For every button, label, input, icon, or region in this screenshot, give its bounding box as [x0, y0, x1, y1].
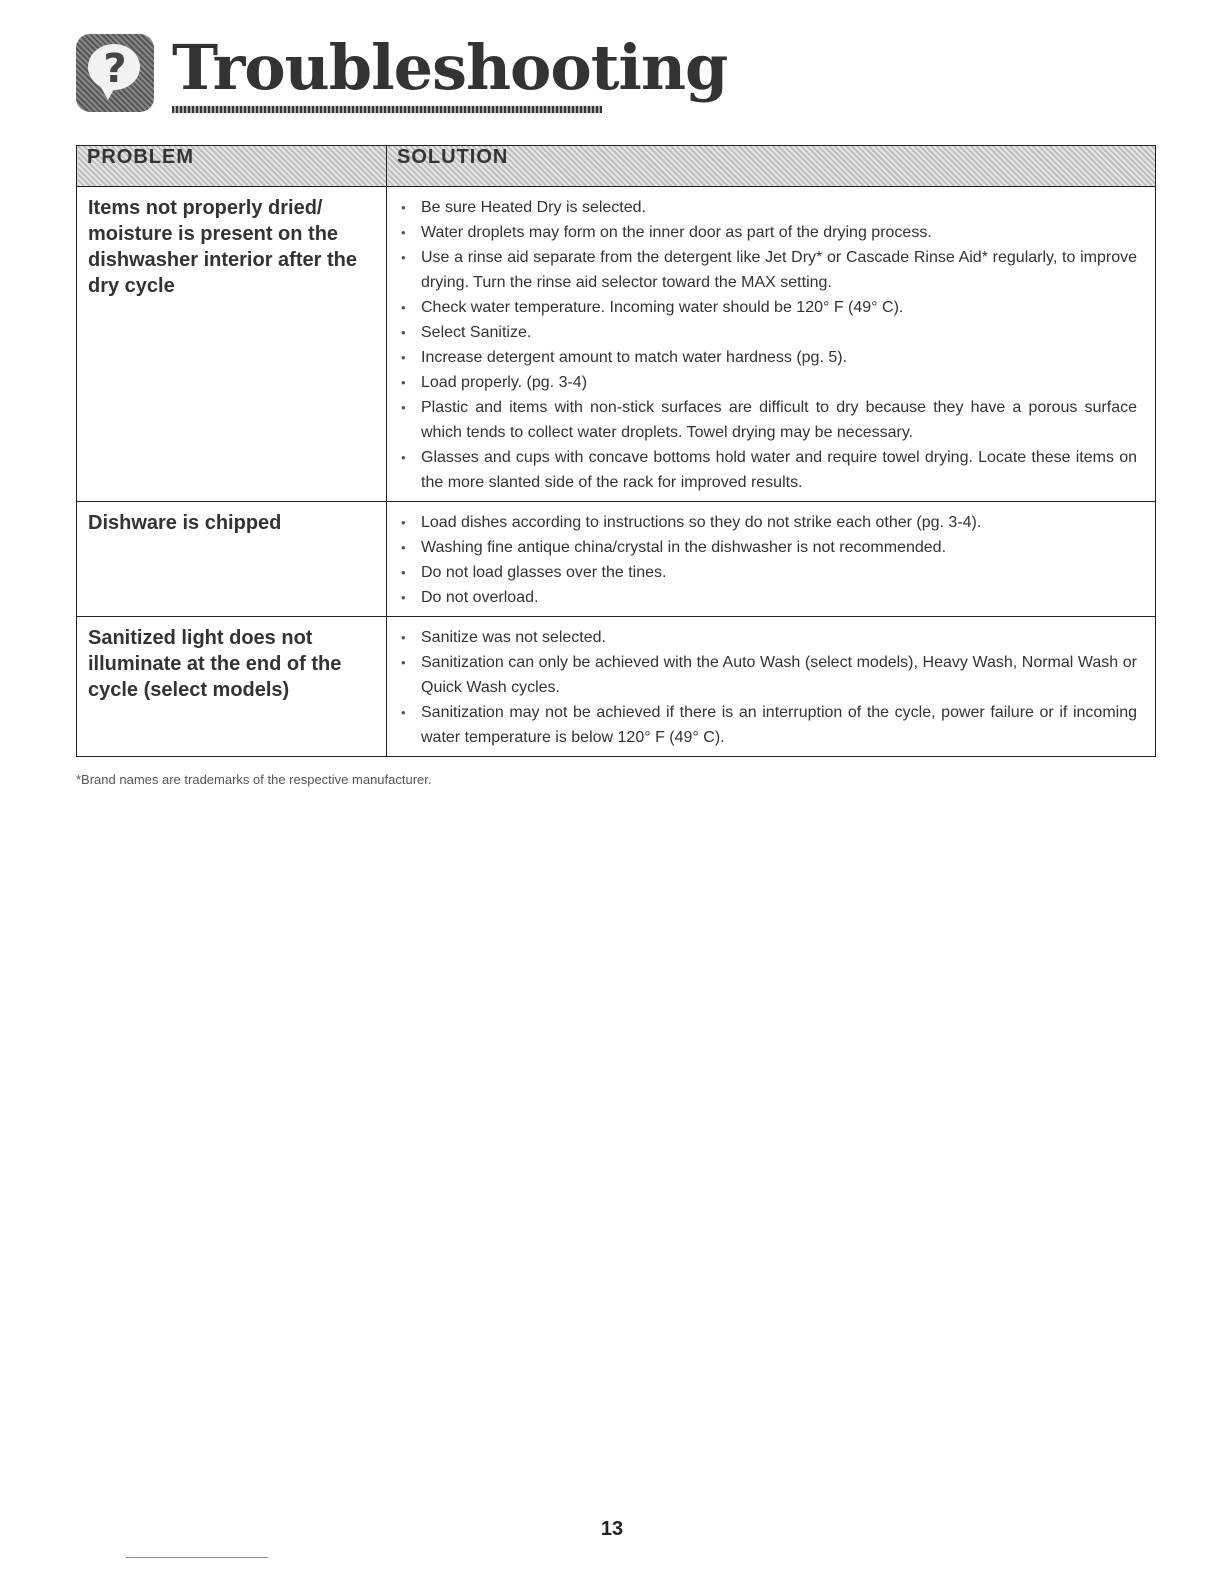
troubleshooting-table [76, 145, 1156, 757]
solution-item: • Use a rinse aid separate from the detergent like Jet Dry* or Cascade Rinse Aid* regularly, to improve drying. Turn the rinse aid selector toward the MAX setting. [401, 245, 1137, 295]
solution-item: • Washing fine antique china/crystal in the dishwasher is not recommended. [401, 535, 1137, 560]
solution-cell [387, 187, 1156, 502]
title-underline [172, 106, 602, 113]
solution-item: • Do not overload. [401, 585, 1137, 610]
question-mark: ? [103, 46, 127, 92]
solution-item: • Select Sanitize. [401, 320, 1137, 345]
problem-cell [77, 502, 387, 617]
page-number: 13 [600, 1518, 624, 1540]
solution-item: • Plastic and items with non-stick surfaces are difficult to dry because they have a porous surface which tends to collect water droplets. Towel drying may be necessary. [401, 395, 1137, 445]
problem-text: Items not properly dried/ moisture is present on the dishwasher interior after the dry cycle [88, 197, 357, 297]
solution-item: • Sanitize was not selected. [401, 625, 1137, 650]
question-icon [76, 34, 154, 112]
table-row [77, 617, 1156, 757]
page-title: Troubleshooting [172, 31, 728, 104]
problem-cell [77, 187, 387, 502]
solution-list [387, 617, 1155, 756]
solution-item: • Water droplets may form on the inner door as part of the drying process. [401, 220, 1137, 245]
solution-item: • Sanitization may not be achieved if there is an interruption of the cycle, power failure or if incoming water temperature is below 120° F (49° C). [401, 700, 1137, 750]
footnote: *Brand names are trademarks of the respective manufacturer. [76, 772, 432, 787]
problem-cell [77, 617, 387, 757]
table-row [77, 187, 1156, 502]
solution-item: • Increase detergent amount to match water hardness (pg. 5). [401, 345, 1137, 370]
table-row [77, 502, 1156, 617]
solution-list [387, 502, 1155, 616]
solution-cell [387, 617, 1156, 757]
bottom-divider [126, 1557, 268, 1558]
solution-item: • Sanitization can only be achieved with the Auto Wash (select models), Heavy Wash, Normal Wash or Quick Wash cycles. [401, 650, 1137, 700]
solution-item: • Load dishes according to instructions so they do not strike each other (pg. 3-4). [401, 510, 1137, 535]
problem-column-header: PROBLEM [77, 146, 387, 187]
problem-text: Sanitized light does not illuminate at the end of the cycle (select models) [88, 627, 342, 701]
problem-text: Dishware is chipped [88, 512, 282, 534]
solution-item: • Do not load glasses over the tines. [401, 560, 1137, 585]
solution-item: • Be sure Heated Dry is selected. [401, 195, 1137, 220]
solution-item: • Load properly. (pg. 3-4) [401, 370, 1137, 395]
solution-item: • Glasses and cups with concave bottoms hold water and require towel drying. Locate these items on the more slanted side of the rack for improved results. [401, 445, 1137, 495]
solution-item: • Check water temperature. Incoming water should be 120° F (49° C). [401, 295, 1137, 320]
solution-cell [387, 502, 1156, 617]
page-header [76, 28, 728, 114]
solution-list [387, 187, 1155, 501]
solution-column-header: SOLUTION [387, 146, 1156, 187]
table-header-row [77, 146, 1156, 187]
